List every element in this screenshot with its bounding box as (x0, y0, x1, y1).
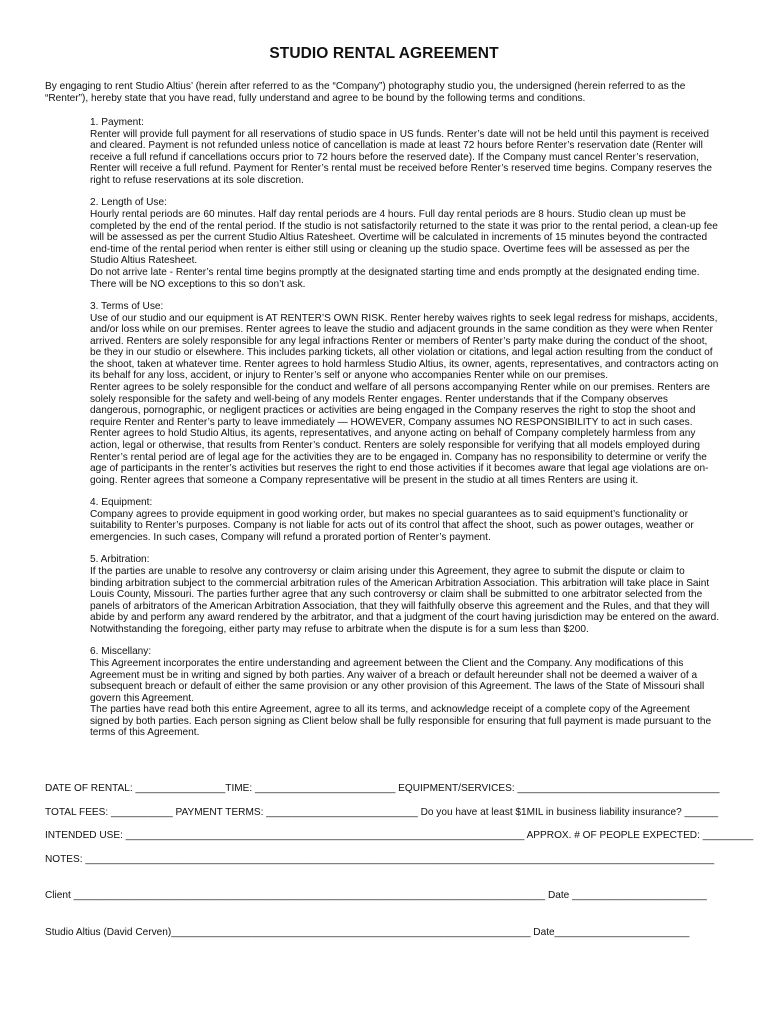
section-miscellany (90, 646, 720, 739)
section-heading: 4. Equipment: (90, 497, 153, 509)
section-heading: 2. Length of Use: (90, 197, 167, 209)
section-heading: 1. Payment: (90, 117, 144, 128)
client-signature-line[interactable]: Client ____________________________________________________________________________________ Date ________________________ (45, 890, 707, 901)
section-paragraph: Hourly rental periods are 60 minutes. Half day rental periods are 4 hours. Full day rental periods are 8 hours. Studio clean up must be completed by the end of the rental period. If the studio is not satisfactorily returned to the state it was prior to the rental period, a clean-up fee will be assessed as per the current Studio Altius Ratesheet. Overtime will be calculated in increments of 15 minutes beyond the contracted end-time of the rental period when renter is either still using or cleaning up the studio space. Overtime fees will be assessed as per the Studio Altius Ratesheet. (90, 208, 718, 267)
section-paragraph: The parties have read both this entire Agreement, agree to all its terms, and acknowledge receipt of a complete copy of the Agreement signed by both parties. Each person signing as Client below shall be fully responsible for ensuring that full payment is made pursuant to the terms of this Agreement. (90, 704, 712, 739)
section-paragraph: Renter will provide full payment for all reservations of studio space in US funds. Renter’s date will not be held until this payment is received and cleared. Payment is not refunded unless notice of cancellation is made at least 72 hours before Renter’s reservation date (Renter will receive a full refund if cancellations occurs prior to 72 hours before the reserved date). If the Company must cancel Renter’s reservation, Renter will receive a full refund. Payment for Renter’s rental must be received before Renter’s reserved time begins. Company reserves the right to refuse reservations at its sole discretion. (90, 128, 712, 186)
form-row-fees-payment-insurance[interactable]: TOTAL FEES: ___________ PAYMENT TERMS: ___________________________ Do you have at least $1MIL in business liability insurance? ______ (45, 807, 719, 818)
section-length-of-use (90, 197, 720, 290)
form-row-notes[interactable]: NOTES: ________________________________________________________________________________________________________________ (45, 854, 715, 865)
section-terms-of-use (90, 301, 720, 487)
section-heading: 6. Miscellany: (90, 646, 152, 658)
form-row-intended-use-people[interactable]: INTENDED USE: _______________________________________________________________________ APPROX. # OF PEOPLE EXPECTED: _________ (45, 830, 754, 841)
intro-paragraph: By engaging to rent Studio Altius’ (herein after referred to as the “Company”) photography studio you, the undersigned (herein referred to as the “Renter”), hereby state that you have read, fully understand and agree to be bound by the following terms and conditions. (45, 81, 686, 104)
document-title: STUDIO RENTAL AGREEMENT (269, 45, 499, 62)
terms-sections (90, 117, 720, 750)
section-heading: 5. Arbitration: (90, 554, 150, 566)
section-paragraph: Company agrees to provide equipment in good working order, but makes no special guarantees as to said equipment’s functionality or suitability to Renter’s purposes. Company is not liable for acts out of its control that affect the shoot, such as power outages, weather or emergencies. In such cases, Company will refund a prorated portion of Renter’s payment. (90, 508, 694, 543)
section-paragraph: If the parties are unable to resolve any controversy or claim arising under this Agreement, they agree to submit the dispute or claim to binding arbitration subject to the commercial arbitration rules of the American Arbitration Association. This arbitration will take place in Saint Louis County, Missouri. The parties further agree that any such controversy or claim shall be submitted to one arbitrator selected from the panels of arbitrators of the American Arbitration Association, that they will faithfully observe this agreement and the Rules, and that they will abide by and perform any award rendered by the arbitrator, and that a judgment of the court having jurisdiction may be entered on the award. Notwithstanding the foregoing, either party may refuse to arbitrate when the dispute is for a sum less than $200. (90, 565, 719, 635)
studio-signature-line[interactable]: Studio Altius (David Cerven)________________________________________________________________ Date________________________ (45, 927, 690, 938)
section-heading: 3. Terms of Use: (90, 300, 164, 312)
section-arbitration (90, 554, 720, 635)
form-row-date-time-equipment[interactable]: DATE OF RENTAL: ________________TIME: _________________________ EQUIPMENT/SERVICES: ____________________________________ (45, 783, 720, 794)
section-paragraph: Renter agrees to be solely responsible for the conduct and welfare of all persons accompanying Renter while on our premises. Renters are solely responsible for the safety and well-being of any models Renter engages. Renter understands that if the Company observes dangerous, pornographic, or negligent practices or activities are being engaged in the Company reserves the right to stop the shoot and require Renter and Renter’s party to leave immediately — HOWEVER, Company assumes NO RESPONSIBILITY to act in such cases. Renter agrees to hold Studio Altius, its agents, representatives, and anyone acting on behalf of Company completely harmless from any action, legal or otherwise, that results from Renter’s conduct. Renters are solely responsible for verifying that all models employed during Renter’s rental period are of legal age for the activities they are to be engaged in. Company has no responsibility to determine or verify the age of participants in the renter’s activities but reserves the right to end those activities if it becomes aware that legal age violations are on-going. Renter agrees that someone a Company representative will be present in the studio at all times Renters are using it. (90, 382, 710, 486)
section-paragraph: Use of our studio and our equipment is AT RENTER’S OWN RISK. Renter hereby waives rights to seek legal redress for mishaps, accidents, and/or loss while on our premises. Renter agrees to leave the studio and adjacent grounds in the same condition as they were when Renter arrived. Renters are solely responsible for any legal infractions Renter or members of Renter’s party make during the conduct of the shoot, be they in our studio or elsewhere. This includes parking tickets, all other violation or citations, and legal action resulting from the conduct of the shoot, taken at whatever time. Renter agrees to hold harmless Studio Altius, its owner, agents, representatives, and contractors acting on its behalf for any loss, accident, or injury to Renter’s self or anyone who accompanies Renter while on our premises. (90, 312, 719, 382)
section-paragraph: This Agreement incorporates the entire understanding and agreement between the Client and the Company. Any modifications of this Agreement must be in writing and signed by both parties. Any waiver of a breach or default hereunder shall not be deemed a waiver of a subsequent breach or default of either the same provision or any other provision of this Agreement. The laws of the State of Missouri shall govern this Agreement. (90, 657, 705, 704)
section-payment (90, 117, 720, 187)
section-equipment (90, 497, 720, 543)
section-paragraph: Do not arrive late - Renter’s rental time begins promptly at the designated starting time and ends promptly at the designated ending time. There will be NO exceptions to this so don’t ask. (90, 266, 700, 290)
